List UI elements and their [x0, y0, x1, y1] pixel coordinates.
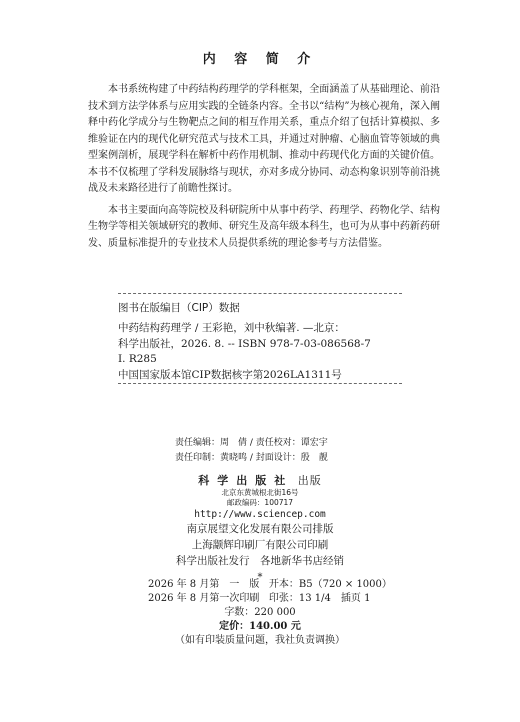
- cip-line-3: Ⅰ. R285: [118, 353, 157, 365]
- intro-section: [88, 82, 440, 252]
- cip-line-1: 中药结构药理学 / 王彩艳，刘中秋编著. —北京：: [118, 322, 345, 334]
- print-sheets: 印张：13 1/4 插页 1: [268, 593, 371, 604]
- credits-line-2: 责任印制：黄晓鸣 / 封面设计：殷 靓: [175, 453, 328, 463]
- intro-paragraph-2: 本书主要面向高等院校及科研院所中从事中药学、药理学、药物化学、结构生物学等相关领域研究的教师、研究生及高年级本科生，也可为从事中药新药研发、质量标准提升的专业技术人员提供系统的理论参考与方法借鉴。: [88, 204, 440, 249]
- cip-line-4: 中国国家版本馆CIP数据核字第2026LA1311号: [118, 368, 342, 381]
- quality-note: （如有印装质量问题，我社负责调换）: [175, 635, 345, 646]
- print-line: 上海颛辉印刷厂有限公司印刷: [191, 539, 329, 551]
- publisher-name: [0, 472, 520, 488]
- credits-block: [175, 436, 328, 466]
- separator-star: *: [257, 572, 263, 583]
- edition-row-2: [0, 592, 520, 606]
- print-date: 2026 年 8 月第一次印刷: [148, 593, 260, 604]
- publisher-url: http://www.sciencep.com: [194, 509, 326, 520]
- cip-title: 图书在版编目（CIP）数据: [118, 302, 240, 314]
- publisher-suffix: 出版: [297, 474, 322, 487]
- price: 定价：140.00 元: [219, 621, 301, 632]
- word-count: 字数：220 000: [224, 607, 296, 618]
- book-format: 开本：B5（720 × 1000）: [268, 579, 392, 590]
- edition-date: 2026 年 8 月第 一 版: [148, 579, 260, 590]
- cip-block: [118, 300, 418, 383]
- distribution-line: 科学出版社发行 各地新华书店经销: [176, 555, 344, 567]
- typeset-line: 南京展望文化发展有限公司排版: [186, 523, 334, 535]
- publisher-postcode: 邮政编码：100717: [226, 498, 294, 507]
- page-title: 内 容 简 介: [202, 52, 318, 67]
- edition-row-1: [0, 578, 520, 592]
- divider-bottom: [118, 383, 402, 384]
- publisher-address: 北京东黄城根北街16号: [221, 488, 299, 497]
- publisher-block: [0, 472, 520, 585]
- divider-top: [118, 293, 402, 294]
- credits-line-1: 责任编辑：周 倩 / 责任校对：谭宏宇: [175, 438, 328, 448]
- intro-paragraph-1: 本书系统构建了中药结构药理学的学科框架，全面涵盖了从基础理论、前沿技术到方法学体系与应用实践的全链条内容。全书以“结构”为核心视角，深入阐释中药化学成分与生物靶点之间的相互作用关系，重点介绍了包括计算模拟、多维验证在内的现代化研究范式与技术工具，并通过对肿瘤、心脑血管等领域的典型案例剖析，展现学科在解析中药作用机制、推动中药现代化方面的关键价值。本书不仅梳理了学科发展脉络与现状，亦对多成分协同、动态构象识别等前沿挑战及未来路径进行了前瞻性探讨。: [88, 84, 440, 194]
- cip-line-2: 科学出版社，2026. 8. -- ISBN 978-7-03-086568-7: [118, 337, 371, 350]
- publisher-logo: 科学出版社: [198, 474, 294, 487]
- edition-block: [0, 578, 520, 648]
